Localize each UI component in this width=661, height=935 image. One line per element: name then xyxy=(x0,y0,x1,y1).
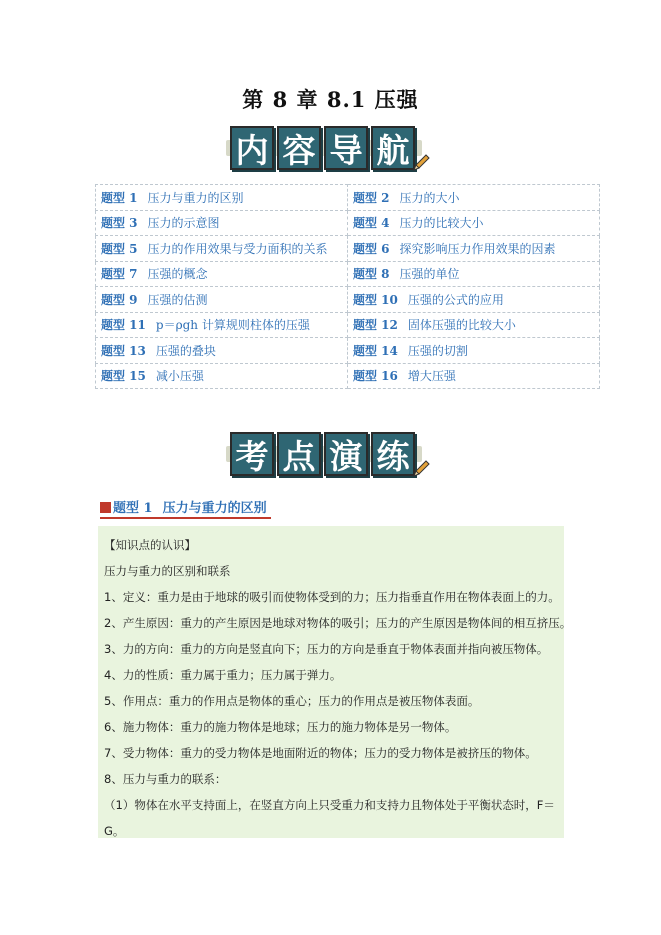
nav-item[interactable]: 题型 1 压力与重力的区别 xyxy=(96,185,348,211)
knowledge-line: 4、力的性质：重力属于重力；压力属于弹力。 xyxy=(104,668,342,682)
banner-char: 导 xyxy=(324,126,368,170)
banner-char: 练 xyxy=(371,432,415,476)
nav-item[interactable]: 题型 10 压强的公式的应用 xyxy=(348,287,600,313)
nav-item[interactable]: 题型 8 压强的单位 xyxy=(348,261,600,287)
knowledge-line: 5、作用点：重力的作用点是物体的重心；压力的作用点是被压物体表面。 xyxy=(104,694,480,708)
knowledge-line: 【知识点的认识】 xyxy=(104,538,196,552)
knowledge-line: 1、定义：重力是由于地球的吸引而使物体受到的力；压力指垂直作用在物体表面上的力。 xyxy=(104,590,560,604)
section-label: 压力与重力的区别 xyxy=(162,501,267,516)
nav-item[interactable]: 题型 16 增大压强 xyxy=(348,363,600,389)
banner-char: 演 xyxy=(324,432,368,476)
nav-item[interactable]: 题型 12 固体压强的比较大小 xyxy=(348,312,600,338)
nav-item[interactable]: 题型 15 减小压强 xyxy=(96,363,348,389)
nav-banner xyxy=(230,126,418,170)
nav-item[interactable]: 题型 9 压强的估测 xyxy=(96,287,348,313)
practice-banner xyxy=(230,432,418,476)
nav-item[interactable]: 题型 14 压强的切割 xyxy=(348,338,600,364)
section-number: 题型 1 xyxy=(113,501,153,516)
banner-char: 航 xyxy=(371,126,415,170)
nav-item[interactable]: 题型 3 压力的示意图 xyxy=(96,210,348,236)
pencil-icon xyxy=(412,460,430,478)
page-title: 第 8 章 8.1 压强 xyxy=(242,87,419,112)
section-marker-icon xyxy=(100,502,111,513)
knowledge-line: （1）物体在水平支持面上，在竖直方向上只受重力和支持力且物体处于平衡状态时，F＝G。 xyxy=(104,798,555,838)
knowledge-line: 8、压力与重力的联系： xyxy=(104,772,227,786)
knowledge-line: 2、产生原因：重力的产生原因是地球对物体的吸引；压力的产生原因是物体间的相互挤压。 xyxy=(104,616,572,630)
section-heading xyxy=(100,497,271,519)
knowledge-line: 6、施力物体：重力的施力物体是地球；压力的施力物体是另一物体。 xyxy=(104,720,457,734)
banner-char: 内 xyxy=(230,126,274,170)
knowledge-box xyxy=(98,526,572,838)
nav-item[interactable]: 题型 11 p＝ρgh 计算规则柱体的压强 xyxy=(96,312,348,338)
nav-table xyxy=(95,184,600,389)
knowledge-line: 压力与重力的区别和联系 xyxy=(104,564,231,578)
knowledge-line: 3、力的方向：重力的方向是竖直向下；压力的方向是垂直于物体表面并指向被压物体。 xyxy=(104,642,549,656)
banner-char: 考 xyxy=(230,432,274,476)
nav-item[interactable]: 题型 13 压强的叠块 xyxy=(96,338,348,364)
nav-item[interactable]: 题型 7 压强的概念 xyxy=(96,261,348,287)
banner-char: 点 xyxy=(277,432,321,476)
knowledge-line: 7、受力物体：重力的受力物体是地面附近的物体；压力的受力物体是被挤压的物体。 xyxy=(104,746,537,760)
nav-item[interactable]: 题型 4 压力的比较大小 xyxy=(348,210,600,236)
nav-item[interactable]: 题型 2 压力的大小 xyxy=(348,185,600,211)
nav-item[interactable]: 题型 6 探究影响压力作用效果的因素 xyxy=(348,236,600,262)
nav-item[interactable]: 题型 5 压力的作用效果与受力面积的关系 xyxy=(96,236,348,262)
banner-char: 容 xyxy=(277,126,321,170)
pencil-icon xyxy=(412,154,430,172)
